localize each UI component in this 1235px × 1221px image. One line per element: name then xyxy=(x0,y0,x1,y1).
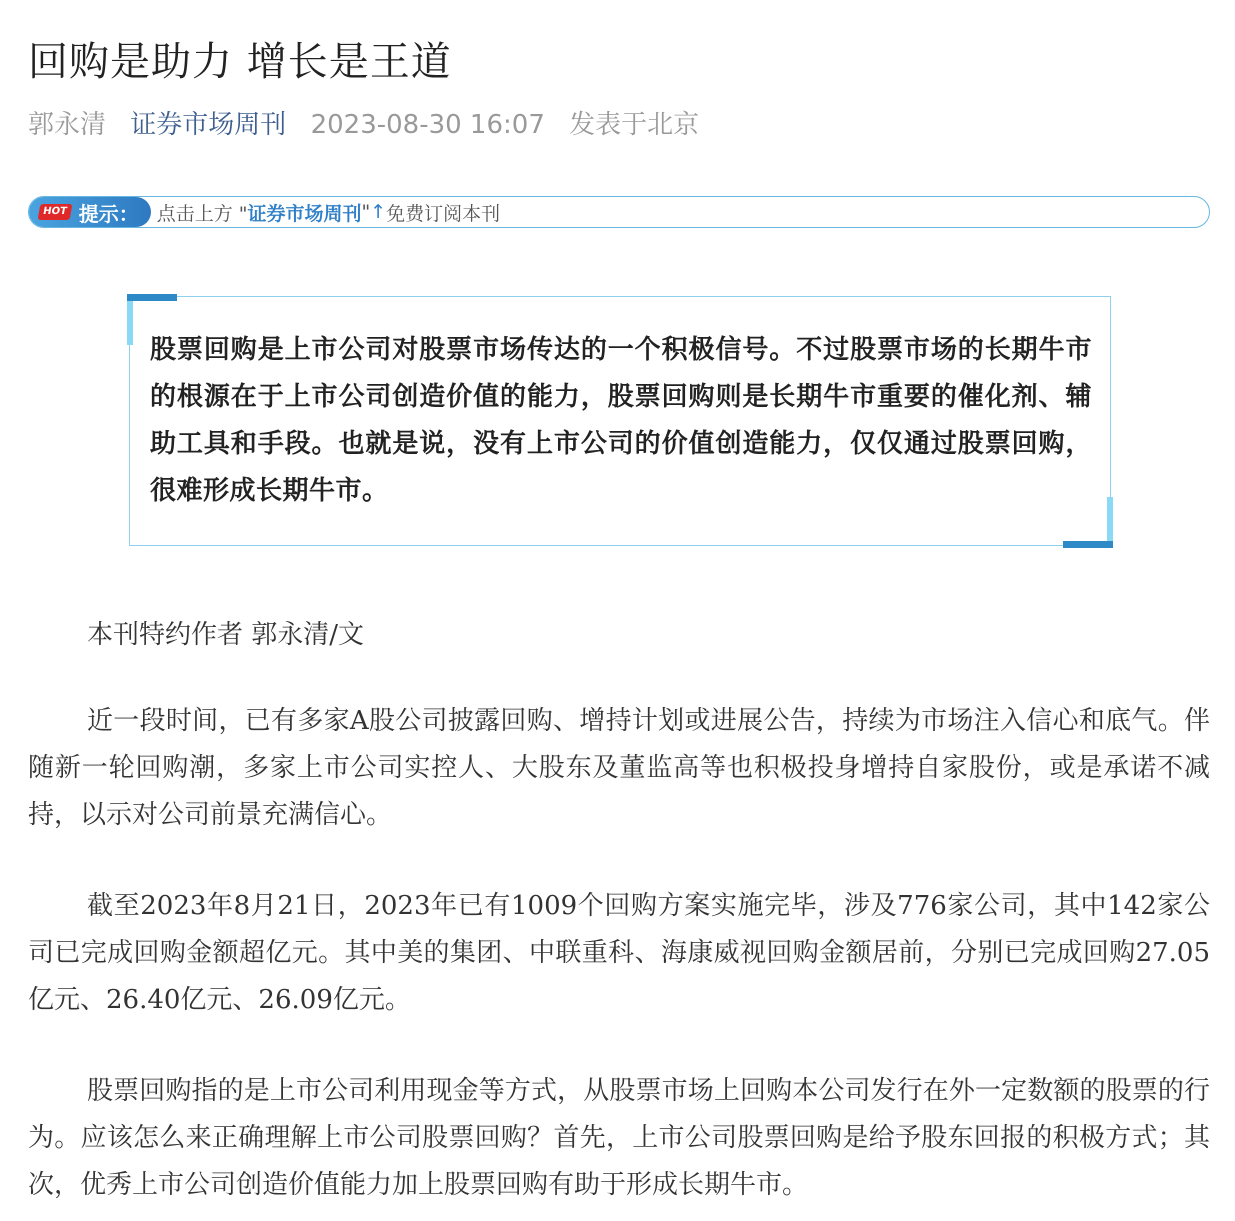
hot-icon: HOT xyxy=(38,204,73,220)
article-title: 回购是助力 增长是王道 xyxy=(28,39,452,85)
corner-decoration-top-left xyxy=(127,294,177,301)
corner-decoration-bottom-right-vertical xyxy=(1107,497,1113,541)
publish-location: 发表于北京 xyxy=(569,110,700,140)
up-arrow-icon: ↑ xyxy=(370,201,387,223)
body-paragraph: 近一段时间，已有多家A股公司披露回购、增持计划或进展公告，持续为市场注入信心和底气。伴随新一轮回购潮，多家上市公司实控人、大股东及董监高等也积极投身增持自家股份，或是承诺不减持，以示对公司前景充满信心。 xyxy=(28,706,1210,830)
publish-datetime: 2023-08-30 16:07 xyxy=(310,110,545,140)
tip-prefix: 点击上方 " xyxy=(156,202,248,225)
body-paragraph: 截至2023年8月21日，2023年已有1009个回购方案实施完毕，涉及776家公司，其中142家公司已完成回购金额超亿元。其中美的集团、中联重科、海康威视回购金额居前，分别已完成回购27.05亿元、26.40亿元、26.09亿元。 xyxy=(28,891,1210,1015)
summary-text: 股票回购是上市公司对股票市场传达的一个积极信号。不过股票市场的长期牛市的根源在于上市公司创造价值的能力，股票回购则是长期牛市重要的催化剂、辅助工具和手段。也就是说，没有上市公司的价值创造能力，仅仅通过股票回购，很难形成长期牛市。 xyxy=(150,335,1092,506)
source-link[interactable]: 证券市场周刊 xyxy=(130,110,287,140)
author-name[interactable]: 郭永清 xyxy=(28,110,107,140)
article-meta xyxy=(28,104,715,141)
tip-label: 提示： xyxy=(78,201,139,226)
tip-source-link[interactable]: 证券市场周刊 xyxy=(247,202,362,225)
tip-suffix: 免费订阅本刊 xyxy=(386,202,501,225)
tip-label-block xyxy=(29,197,151,227)
corner-decoration-bottom-right xyxy=(1063,541,1113,548)
body-paragraph: 股票回购指的是上市公司利用现金等方式，从股票市场上回购本公司发行在外一定数额的股票的行为。应该怎么来正确理解上市公司股票回购？首先，上市公司股票回购是给予股东回报的积极方式；其次，优秀上市公司创造价值能力加上股票回购有助于形成长期牛市。 xyxy=(28,1076,1210,1200)
tip-quote-close: " xyxy=(361,201,371,223)
corner-decoration-top-left-vertical xyxy=(127,301,133,345)
summary-quote-box xyxy=(129,296,1111,546)
subscribe-tip-bar xyxy=(28,196,1210,228)
byline: 本刊特约作者 郭永清/文 xyxy=(87,620,365,650)
